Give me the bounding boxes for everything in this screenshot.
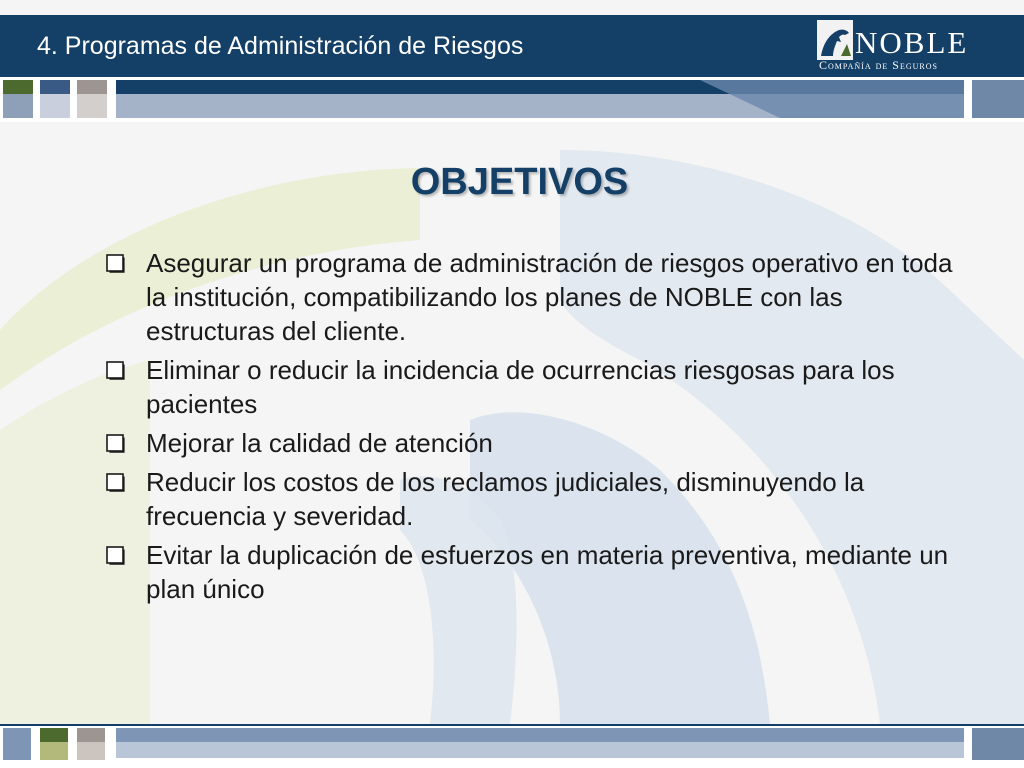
list-item-text: Mejorar la calidad de atención	[146, 428, 493, 458]
checkbox-square-icon	[106, 473, 125, 492]
list-item-text: Evitar la duplicación de esfuerzos en materia preventiva, mediante un plan único	[146, 540, 949, 604]
checkbox-square-icon	[106, 361, 125, 380]
list-item-text: Asegurar un programa de administración de riesgos operativo en toda la institución, compatibilizando los planes de NOBLE con las estructuras del cliente.	[146, 248, 953, 346]
checkbox-square-icon	[106, 254, 125, 273]
list-item	[104, 353, 954, 421]
objectives-list	[104, 246, 954, 611]
list-item	[104, 538, 954, 606]
checkbox-square-icon	[106, 546, 125, 565]
page-title: 4. Programas de Administración de Riesgos	[37, 32, 524, 60]
list-item-text: Eliminar o reducir la incidencia de ocurrencias riesgosas para los pacientes	[146, 355, 895, 419]
footer-decorative-strip	[0, 724, 1024, 768]
section-heading: OBJETIVOS	[410, 161, 629, 203]
list-item-text: Reducir los costos de los reclamos judiciales, disminuyendo la frecuencia y severidad.	[146, 467, 865, 531]
logo-subtitle: Compañía de Seguros	[819, 58, 938, 72]
list-item	[104, 465, 954, 533]
company-logo	[813, 18, 973, 74]
list-item	[104, 426, 954, 460]
header-decorative-strip	[0, 77, 1024, 122]
logo-word: NOBLE	[855, 25, 969, 60]
checkbox-square-icon	[106, 434, 125, 453]
list-item	[104, 246, 954, 348]
noble-horse-icon	[817, 20, 853, 60]
